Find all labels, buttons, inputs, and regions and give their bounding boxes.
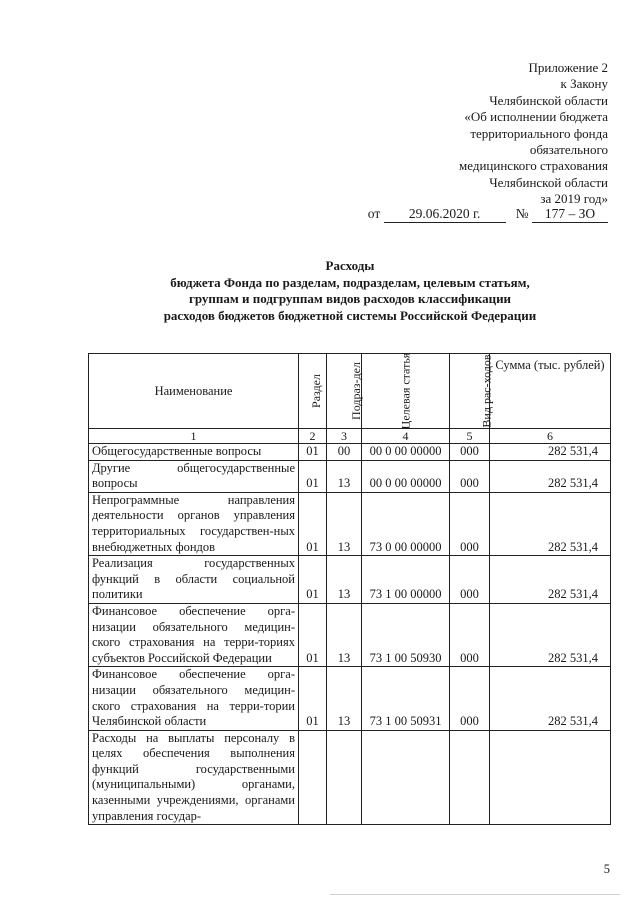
row-type: 000 xyxy=(450,460,490,492)
appendix-line: Челябинской области xyxy=(489,92,608,108)
index-cell: 3 xyxy=(327,429,362,444)
row-amount: 282 531,4 xyxy=(490,492,611,555)
row-type: 000 xyxy=(450,667,490,730)
row-amount: 282 531,4 xyxy=(490,460,611,492)
row-target: 73 1 00 50930 xyxy=(362,603,450,666)
law-reference xyxy=(368,206,608,223)
index-cell: 4 xyxy=(362,429,450,444)
bottom-divider xyxy=(330,894,620,895)
appendix-line: «Об исполнении бюджета xyxy=(464,109,608,125)
appendix-line: медицинского страхования xyxy=(459,158,608,174)
row-name: Другие общегосударственные вопросы xyxy=(89,460,299,492)
row-amount: 282 531,4 xyxy=(490,603,611,666)
header-section xyxy=(299,354,327,429)
from-label: от xyxy=(367,206,381,221)
row-name: Расходы на выплаты персоналу в целях обеспечения выполнения функций государственными (муниципальными) органами, казенными учреждениями, органами управления государ- xyxy=(89,730,299,825)
row-subsection: 13 xyxy=(327,603,362,666)
table-row xyxy=(89,556,611,604)
appendix-line: к Закону xyxy=(560,76,608,92)
header-subsection xyxy=(327,354,362,429)
table-header-row xyxy=(89,354,611,429)
header-subsection-label: Подраз-дел xyxy=(348,361,363,420)
row-name: Финансовое обеспечение орга-низации обязательного медицин-ского страхования на терри-ториях субъектов Российской Федерации xyxy=(89,603,299,666)
row-name: Финансовое обеспечение орга-низации обязательного медицин-ского страхования на терри-тории Челябинской области xyxy=(89,667,299,730)
title-line: группам и подгруппам видов расходов классификации xyxy=(188,291,512,306)
row-type: 000 xyxy=(450,603,490,666)
row-target xyxy=(362,730,450,825)
index-cell: 5 xyxy=(450,429,490,444)
appendix-line: Приложение 2 xyxy=(528,60,608,75)
page-number: 5 xyxy=(603,862,610,876)
appendix-line: Челябинской области xyxy=(489,174,608,190)
title-line: Расходы xyxy=(325,258,375,273)
row-target: 73 0 00 00000 xyxy=(362,492,450,555)
header-section-label: Раздел xyxy=(308,373,323,408)
row-amount: 282 531,4 xyxy=(490,444,611,461)
law-number: 177 – ЗО xyxy=(532,206,608,223)
row-section: 01 xyxy=(299,460,327,492)
document-title xyxy=(90,258,610,324)
table-row xyxy=(89,460,611,492)
row-amount: 282 531,4 xyxy=(490,556,611,604)
header-amount: Сумма (тыс. рублей) xyxy=(490,354,611,429)
row-section: 01 xyxy=(299,492,327,555)
row-target: 73 1 00 00000 xyxy=(362,556,450,604)
table-row xyxy=(89,667,611,730)
table-index-row xyxy=(89,429,611,444)
row-target: 73 1 00 50931 xyxy=(362,667,450,730)
row-subsection: 13 xyxy=(327,460,362,492)
row-amount xyxy=(490,730,611,825)
row-type xyxy=(450,730,490,825)
appendix-block xyxy=(368,60,608,208)
title-line: расходов бюджетов бюджетной системы Российской Федерации xyxy=(163,307,537,323)
number-label: № xyxy=(515,206,529,221)
row-type: 000 xyxy=(450,444,490,461)
row-amount: 282 531,4 xyxy=(490,667,611,730)
header-target-label: Целевая статья xyxy=(398,352,413,429)
index-cell: 6 xyxy=(490,429,611,444)
header-expense-type-label: Вид рас-ходов xyxy=(479,353,494,428)
index-cell: 2 xyxy=(299,429,327,444)
row-subsection: 13 xyxy=(327,556,362,604)
title-line: бюджета Фонда по разделам, подразделам, целевым статьям, xyxy=(170,274,530,290)
row-section: 01 xyxy=(299,444,327,461)
header-expense-type xyxy=(450,353,494,429)
row-subsection: 13 xyxy=(327,492,362,555)
row-section: 01 xyxy=(299,556,327,604)
row-subsection: 00 xyxy=(327,444,362,461)
table-row xyxy=(89,492,611,555)
row-section xyxy=(299,730,327,825)
appendix-line: за 2019 год» xyxy=(540,191,608,207)
row-type: 000 xyxy=(450,556,490,604)
table-row xyxy=(89,730,611,825)
row-subsection: 13 xyxy=(327,667,362,730)
index-cell: 1 xyxy=(89,429,299,444)
row-type: 000 xyxy=(450,492,490,555)
row-name: Общегосударственные вопросы xyxy=(89,444,299,461)
law-date: 29.06.2020 г. xyxy=(384,206,506,223)
table-row xyxy=(89,444,611,461)
appendix-line: территориального фонда xyxy=(470,125,608,141)
header-name: Наименование xyxy=(89,354,299,429)
expenses-table xyxy=(88,353,611,825)
table-row xyxy=(89,603,611,666)
row-section: 01 xyxy=(299,603,327,666)
row-section: 01 xyxy=(299,667,327,730)
header-target xyxy=(362,354,450,429)
row-subsection xyxy=(327,730,362,825)
row-name: Реализация государственных функций в области социальной политики xyxy=(89,556,299,604)
row-target: 00 0 00 00000 xyxy=(362,460,450,492)
row-target: 00 0 00 00000 xyxy=(362,444,450,461)
row-name: Непрограммные направления деятельности органов управления территориальных государствен-ных внебюджетных фондов xyxy=(89,492,299,555)
appendix-line: обязательного xyxy=(529,142,608,158)
